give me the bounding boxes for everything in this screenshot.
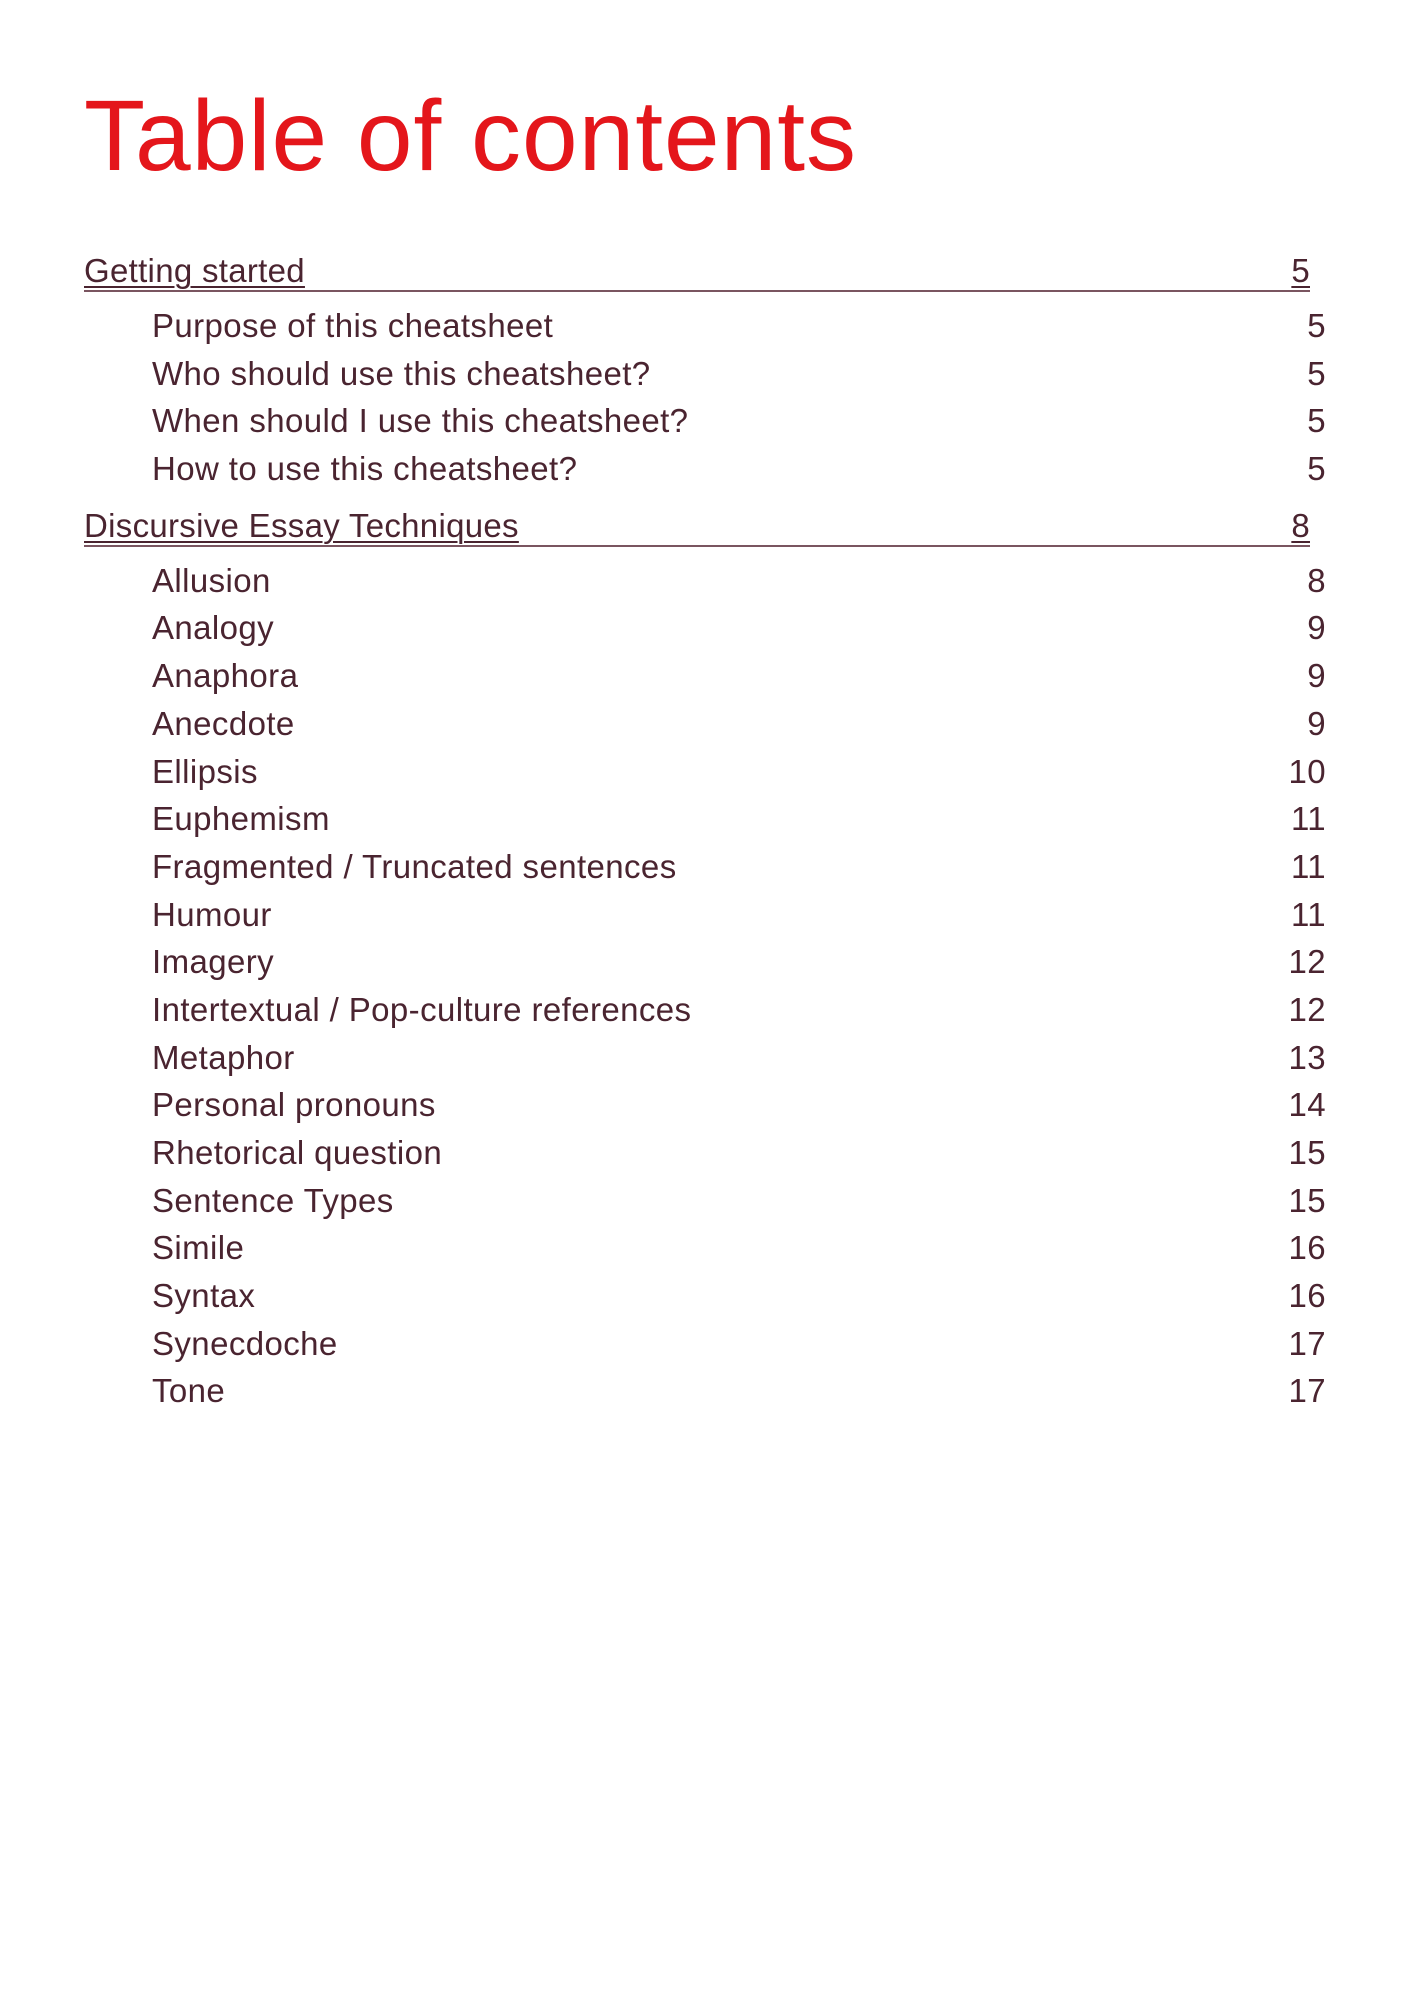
toc-entry[interactable] [84, 1131, 1326, 1179]
entry-label: Anecdote [152, 704, 295, 742]
toc-entry[interactable] [84, 845, 1326, 893]
entry-label: Rhetorical question [152, 1134, 443, 1171]
toc-entry[interactable] [84, 399, 1326, 447]
toc-entry[interactable] [84, 750, 1326, 798]
toc-entry[interactable] [84, 447, 1326, 495]
entry-page-number: 12 [1288, 943, 1326, 981]
entry-label: Analogy [152, 609, 275, 647]
entry-page-number: 17 [1288, 1324, 1326, 1362]
entry-page-number: 9 [1307, 657, 1326, 695]
section-title[interactable]: Getting started [84, 252, 305, 289]
entry-label: Ellipsis [152, 752, 258, 790]
entry-label: Purpose of this cheatsheet [152, 307, 554, 344]
toc-entry[interactable] [84, 304, 1326, 352]
entry-page-number: 15 [1288, 1134, 1326, 1171]
entry-page-number: 12 [1288, 990, 1326, 1028]
entry-label: Humour [152, 895, 272, 933]
toc-entry[interactable] [84, 702, 1326, 750]
entry-label: Sentence Types [152, 1181, 394, 1219]
entry-label: How to use this cheatsheet? [152, 450, 578, 488]
toc-section-discursive-essay-techniques [84, 506, 1326, 1417]
entry-page-number: 9 [1307, 609, 1326, 647]
toc-entry[interactable] [84, 654, 1326, 702]
entry-page-number: 5 [1307, 354, 1326, 392]
toc-entry[interactable] [84, 559, 1326, 607]
section-title[interactable]: Discursive Essay Techniques [84, 506, 519, 544]
entry-label: Synecdoche [152, 1324, 338, 1362]
entry-label: Syntax [152, 1277, 256, 1315]
entry-label: Intertextual / Pop-culture references [152, 990, 692, 1028]
entry-page-number: 11 [1290, 800, 1326, 838]
entry-page-number: 17 [1288, 1372, 1326, 1410]
section-page-number[interactable]: 5 [1291, 252, 1310, 289]
entry-label: Who should use this cheatsheet? [152, 354, 651, 392]
toc-entry[interactable] [84, 1369, 1326, 1417]
entry-page-number: 14 [1288, 1086, 1326, 1124]
toc-entry-list [84, 304, 1326, 495]
toc-entry-list [84, 559, 1326, 1417]
toc-section-getting-started [84, 252, 1326, 495]
toc-entry[interactable] [84, 893, 1326, 941]
entry-page-number: 10 [1288, 752, 1326, 790]
entry-label: Tone [152, 1372, 226, 1410]
entry-page-number: 9 [1307, 704, 1326, 742]
toc-entry[interactable] [84, 606, 1326, 654]
entry-page-number: 8 [1307, 561, 1326, 599]
entry-label: Metaphor [152, 1038, 295, 1076]
entry-label: Personal pronouns [152, 1086, 436, 1124]
toc-entry[interactable] [84, 797, 1326, 845]
entry-page-number: 16 [1288, 1277, 1326, 1315]
toc-entry[interactable] [84, 1274, 1326, 1322]
entry-page-number: 5 [1307, 450, 1326, 488]
toc-entry[interactable] [84, 1226, 1326, 1274]
toc-entry[interactable] [84, 1036, 1326, 1084]
toc-section-heading[interactable] [84, 507, 1310, 547]
entry-page-number: 15 [1288, 1181, 1326, 1219]
entry-label: Allusion [152, 561, 271, 599]
entry-label: When should I use this cheatsheet? [152, 402, 689, 440]
entry-label: Anaphora [152, 657, 299, 695]
entry-page-number: 13 [1288, 1038, 1326, 1076]
entry-label: Fragmented / Truncated sentences [152, 847, 677, 885]
entry-page-number: 5 [1307, 402, 1326, 440]
entry-page-number: 11 [1290, 895, 1326, 933]
table-of-contents [84, 252, 1326, 1429]
entry-page-number: 11 [1290, 847, 1326, 885]
toc-entry[interactable] [84, 1179, 1326, 1227]
entry-label: Euphemism [152, 800, 330, 838]
page-title: Table of contents [84, 80, 858, 192]
entry-page-number: 16 [1288, 1229, 1326, 1267]
toc-entry[interactable] [84, 1083, 1326, 1131]
toc-entry[interactable] [84, 352, 1326, 400]
toc-entry[interactable] [84, 988, 1326, 1036]
toc-section-heading[interactable] [84, 252, 1310, 292]
section-page-number[interactable]: 8 [1291, 506, 1310, 544]
toc-entry[interactable] [84, 1322, 1326, 1370]
entry-label: Imagery [152, 943, 275, 981]
entry-page-number: 5 [1307, 307, 1326, 344]
toc-entry[interactable] [84, 940, 1326, 988]
entry-label: Simile [152, 1229, 245, 1267]
